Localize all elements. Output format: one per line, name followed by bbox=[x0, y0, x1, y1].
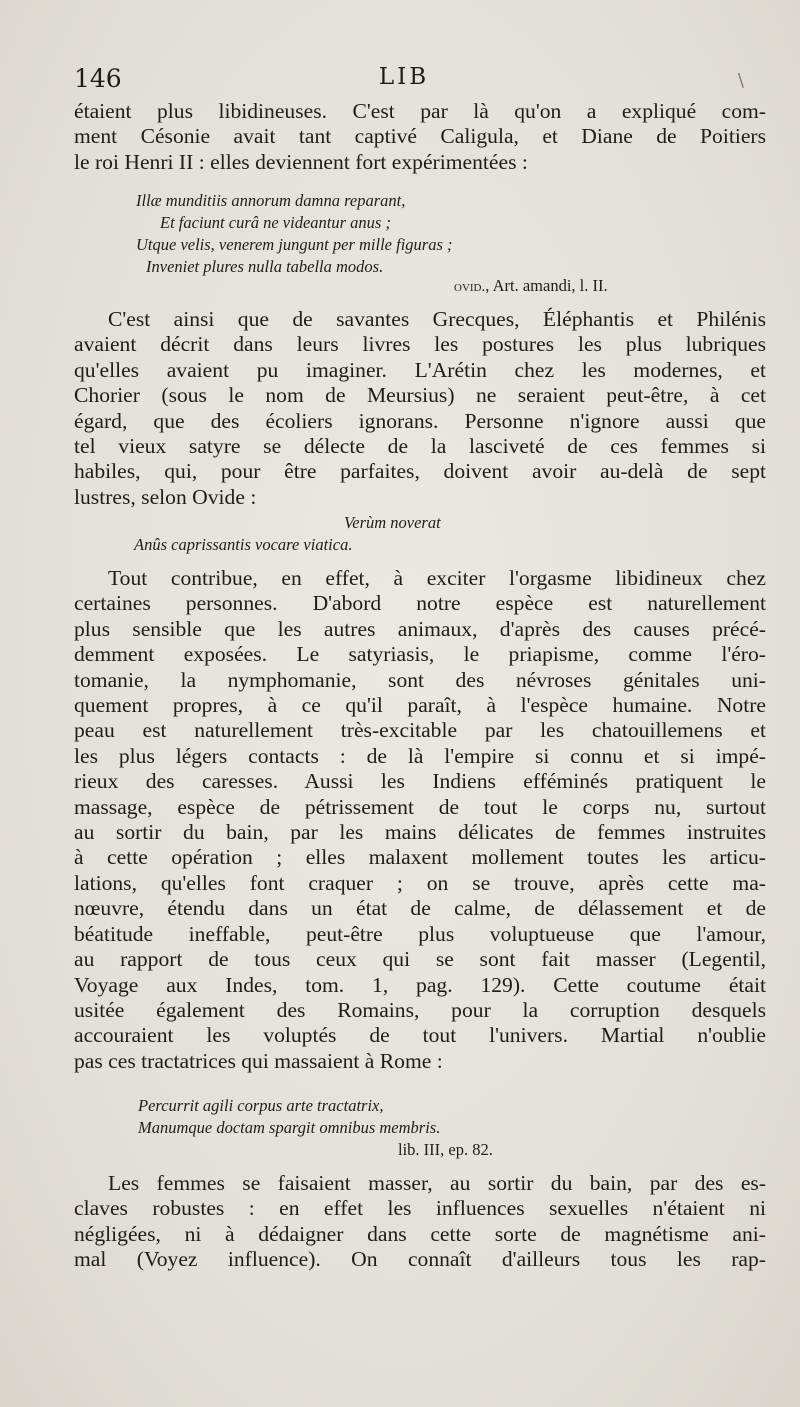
text-line: Chorier (sous le nom de Meursius) ne seraient peut-être, à cet bbox=[74, 383, 766, 408]
text-line: à cette opération ; elles malaxent mollement toutes les articu- bbox=[74, 845, 766, 870]
verse-line: Illæ munditiis annorum damna reparant, bbox=[136, 191, 406, 210]
verse-quote-2-line-1: Verùm noverat bbox=[344, 513, 441, 532]
page-header bbox=[68, 64, 744, 98]
text-line: C'est ainsi que de savantes Grecques, Éléphantis et Philénis bbox=[108, 307, 766, 331]
text-line: massage, espèce de pétrissement de tout le corps nu, surtout bbox=[74, 794, 766, 819]
text-line: tel vieux satyre se délecte de la lasciveté de ces femmes si bbox=[74, 434, 766, 459]
text-line: égard, que des écoliers ignorans. Personne n'ignore aussi que bbox=[74, 408, 766, 433]
text-line: quement propres, à ce qu'il paraît, à l'espèce humaine. Notre bbox=[74, 693, 766, 718]
source-work: , Art. amandi, l. II. bbox=[485, 276, 608, 295]
text-line: nœuvre, étendu dans un état de calme, de délassement et de bbox=[74, 896, 766, 921]
text-line: certaines personnes. D'abord notre espèce est naturellement bbox=[74, 591, 766, 616]
text-line: pas ces tractatrices qui massaient à Rome : bbox=[74, 1048, 443, 1073]
text-line: demment exposées. Le satyriasis, le priapisme, comme l'éro- bbox=[74, 642, 766, 667]
text-line: peau est naturellement très-excitable par les chatouillemens et bbox=[74, 718, 766, 743]
text-line: étaient plus libidineuses. C'est par là qu'on a expliqué com- bbox=[74, 99, 766, 123]
text-line: ment Césonie avait tant captivé Caligula, et Diane de Poitiers bbox=[74, 124, 766, 149]
verse-line: Inveniet plures nulla tabella modos. bbox=[146, 257, 384, 276]
text-line: plus sensible que les autres animaux, d'après des causes précé- bbox=[74, 616, 766, 641]
corner-mark: \ bbox=[737, 70, 744, 91]
verse-quote-1 bbox=[136, 190, 696, 278]
paragraph-4 bbox=[74, 1171, 766, 1273]
text-line: le roi Henri II : elles deviennent fort expérimentées : bbox=[74, 149, 528, 174]
text-line: au sortir du bain, par les mains délicates de femmes instruites bbox=[74, 820, 766, 845]
text-line: lustres, selon Ovide : bbox=[74, 484, 257, 509]
text-line: tomanie, la nymphomanie, sont des névroses génitales uni- bbox=[74, 667, 766, 692]
text-line: qu'elles avaient pu imaginer. L'Arétin chez les modernes, et bbox=[74, 357, 766, 382]
verse-quote-2-line-2: Anûs caprissantis vocare viatica. bbox=[134, 535, 353, 554]
text-line: usitée également des Romains, pour la corruption desquels bbox=[74, 997, 766, 1022]
paragraph-3 bbox=[74, 566, 766, 1074]
text-line: avaient décrit dans leurs livres les postures les plus lubriques bbox=[74, 332, 766, 357]
paragraph-1 bbox=[74, 99, 766, 175]
text-line: Les femmes se faisaient masser, au sortir du bain, par des es- bbox=[108, 1171, 766, 1195]
text-line: accouraient les voluptés de tout l'univers. Martial n'oublie bbox=[74, 1023, 766, 1048]
text-line: rieux des caresses. Aussi les Indiens efféminés pratiquent le bbox=[74, 769, 766, 794]
verse-line: Percurrit agili corpus arte tractatrix, bbox=[138, 1096, 384, 1115]
text-line: claves robustes : en effet les influences sexuelles n'étaient ni bbox=[74, 1196, 766, 1221]
text-line: au rapport de tous ceux qui se sont fait masser (Legentil, bbox=[74, 947, 766, 972]
running-title: LIB bbox=[378, 64, 430, 90]
verse-source-1 bbox=[454, 276, 608, 296]
text-line: habiles, qui, pour être parfaites, doivent avoir au-delà de sept bbox=[74, 459, 766, 484]
verse-line: Utque velis, venerem jungunt per mille figuras ; bbox=[136, 235, 453, 254]
text-line: Voyage aux Indes, tom. 1, pag. 129). Cette coutume était bbox=[74, 972, 766, 997]
verse-quote-3 bbox=[138, 1095, 698, 1139]
text-line: les plus légers contacts : de là l'empire si connu et si impé- bbox=[74, 743, 766, 768]
text-line: Tout contribue, en effet, à exciter l'orgasme libidineux chez bbox=[108, 566, 766, 590]
text-line: négligées, ni à dédaigner dans cette sorte de magnétisme ani- bbox=[74, 1221, 766, 1246]
source-author: ovid. bbox=[454, 279, 486, 295]
paragraph-2 bbox=[74, 307, 766, 510]
verse-line: Et faciunt curâ ne videantur anus ; bbox=[160, 213, 391, 232]
verse-line: Manumque doctam spargit omnibus membris. bbox=[138, 1118, 441, 1137]
text-line: mal (Voyez influence). On connaît d'ailleurs tous les rap- bbox=[74, 1247, 766, 1272]
verse-source-3: lib. III, ep. 82. bbox=[398, 1140, 493, 1159]
page-number: 146 bbox=[74, 64, 122, 93]
text-line: béatitude ineffable, peut-être plus voluptueuse que l'amour, bbox=[74, 921, 766, 946]
text-line: lations, qu'elles font craquer ; on se trouve, après cette ma- bbox=[74, 870, 766, 895]
